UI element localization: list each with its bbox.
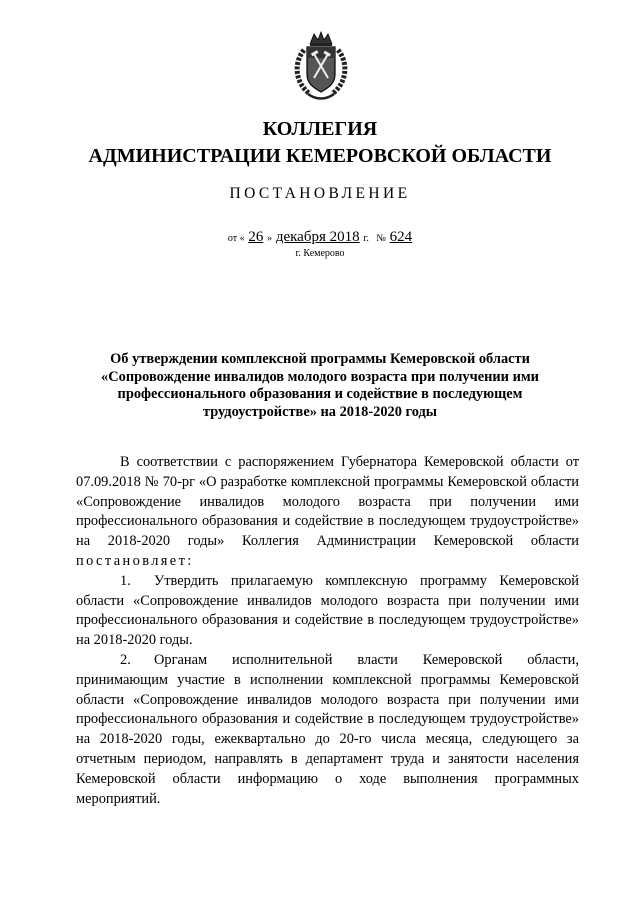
date-day: 26 — [248, 229, 264, 245]
item-1-paragraph — [76, 572, 579, 651]
item-2-paragraph — [76, 651, 579, 809]
preamble-text: В соответствии с распоряжением Губернатора Кемеровской области от 07.09.2018 № 70-рг «О разработке комплексной программы Кемеровской области «Сопровождение инвалидов молодого возраста при получении ими профессионального образования и содействие в последующем трудоустройстве» на 2018-2020 годы» Коллегия Администрации Кемеровской области — [76, 454, 579, 550]
org-name-line1: КОЛЛЕГИЯ — [262, 118, 378, 140]
document-title — [90, 351, 550, 421]
title-line: «Сопровождение инвалидов молодого возраста при получении ими — [101, 368, 539, 385]
date-line — [0, 229, 640, 246]
date-year-suffix: г. — [363, 233, 369, 244]
document-type: ПОСТАНОВЛЕНИЕ — [229, 185, 411, 202]
title-line: профессионального образования и содействие в последующем — [117, 386, 523, 402]
item-2-number: 2. — [120, 651, 131, 668]
title-line: Об утверждении комплексной программы Кемеровской области — [110, 351, 530, 367]
document-number: 624 — [389, 229, 413, 245]
item-2-text: Органам исполнительной власти Кемеровской области, принимающим участие в исполнении комплексной программы Кемеровской области «Сопровождение инвалидов молодого возраста при получении ими профессионального образования и содействие в последующем трудоустройстве» на 2018-2020 годы, ежеквартально до 20-го числа месяца, следующего за отчетным периодом, направлять в департамент труда и занятости населения Кемеровской области информацию о ходе выполнения программных мероприятий. — [76, 651, 579, 807]
date-separator: » — [267, 233, 273, 244]
date-month-year: декабря 2018 — [275, 229, 360, 245]
coat-of-arms-emblem — [290, 30, 352, 102]
city: г. Кемерово — [295, 248, 345, 259]
preamble-paragraph — [76, 453, 579, 572]
item-1-number: 1. — [120, 572, 131, 589]
decree-word: постановляет: — [76, 552, 194, 569]
document-body — [76, 453, 579, 809]
item-1-text: Утвердить прилагаемую комплексную программу Кемеровской области «Сопровождение инвалидов молодого возраста при получении ими профессионального образования и содействие в последующем трудоустройстве» на 2018-2020 годы. — [76, 572, 579, 649]
org-name-line2: АДМИНИСТРАЦИИ КЕМЕРОВСКОЙ ОБЛАСТИ — [88, 145, 552, 167]
number-label: № — [376, 233, 386, 244]
title-line: трудоустройстве» на 2018-2020 годы — [202, 403, 438, 420]
date-prefix: от « — [227, 233, 245, 244]
